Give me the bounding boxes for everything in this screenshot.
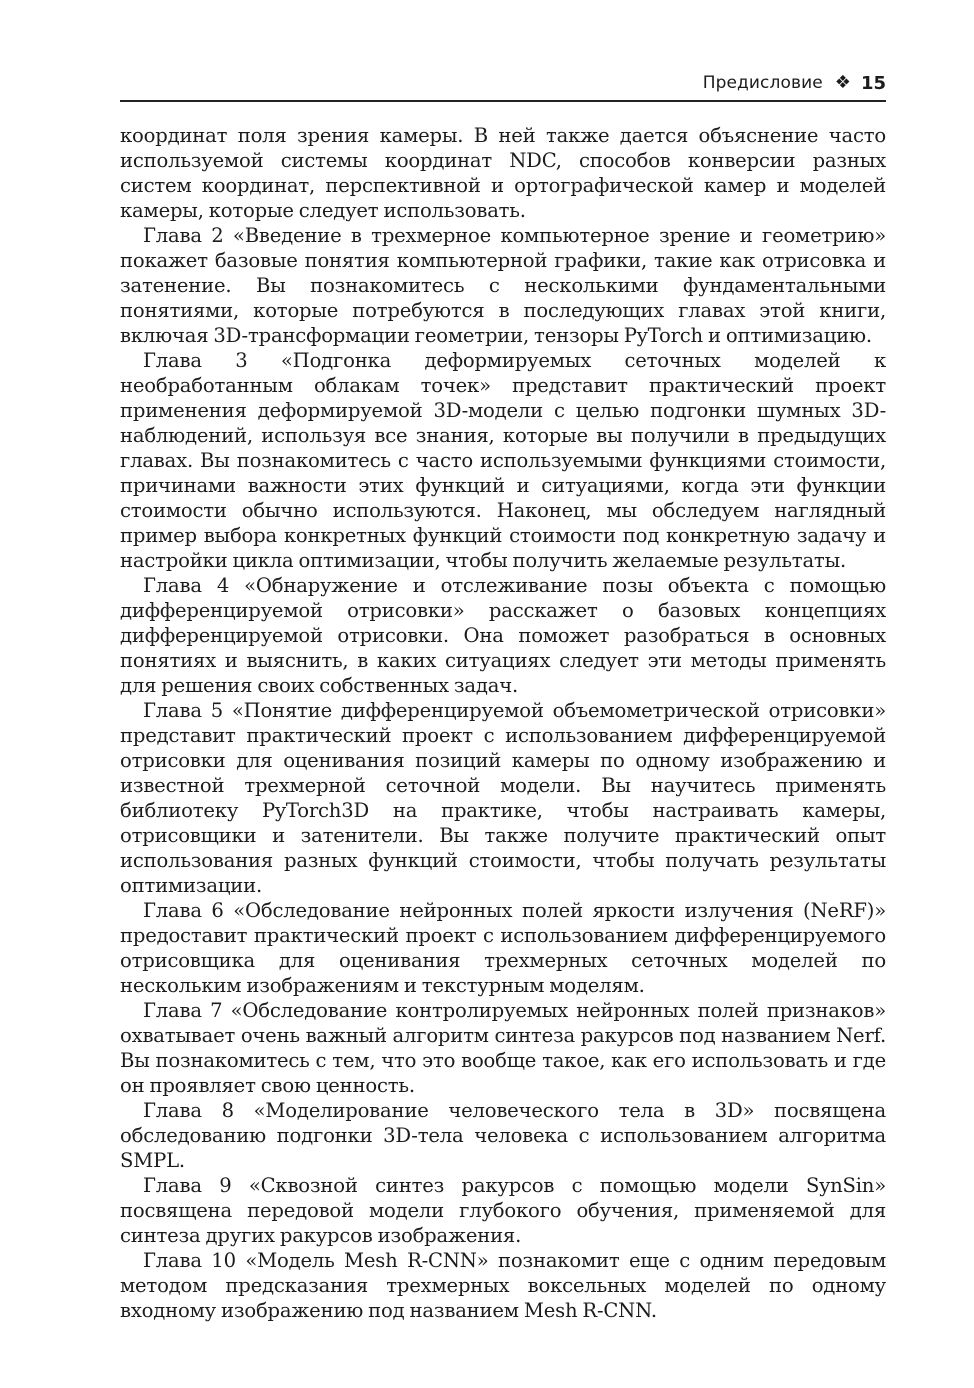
section-title: Предисловие [702, 73, 823, 93]
diamond-ornament-icon: ❖ [834, 72, 851, 93]
paragraph-continued: координат поля зрения камеры. В ней также дается объяснение часто используемой системы координат NDC, способов конверсии разных систем координат, перспективной и ортографической камер и моделей камеры, которые следует использовать. [120, 124, 886, 222]
paragraph-chapter-6: Глава 6 «Обследование нейронных полей яркости излучения (NeRF)» предоставит практический проект с использованием дифференцируемого отрисовщика для оценивания трехмерных сеточных моделей по нескольким изображениям и текстурным моделям. [120, 899, 886, 997]
paragraph-chapter-9: Глава 9 «Сквозной синтез ракурсов с помощью модели SynSin» посвящена передовой модели глубокого обучения, применяемой для синтеза других ракурсов изображения. [120, 1174, 886, 1247]
running-header [120, 66, 886, 102]
paragraph-chapter-5: Глава 5 «Понятие дифференцируемой объемометрической отрисовки» представит практический проект с использованием дифференцируемой отрисовки для оценивания позиций камеры по одному изображению и известной трехмерной сеточной модели. Вы научитесь применять библиотеку PyTorch3D на практике, чтобы настраивать камеры, отрисовщики и затенители. Вы также получите практический опыт использования разных функций стоимости, чтобы получать результаты оптимизации. [120, 699, 886, 897]
paragraph-chapter-3: Глава 3 «Подгонка деформируемых сеточных моделей к необработанным облакам точек» представит практический проект применения деформируемой 3D-модели с целью подгонки шумных 3D-наблюдений, используя все знания, которые вы получили в предыдущих главах. Вы познакомитесь с часто используемыми функциями стоимости, причинами важности этих функций и ситуациями, когда эти функции стоимости обычно используются. Наконец, мы обследуем наглядный пример выбора конкретных функций стоимости под конкретную задачу и настройки цикла оптимизации, чтобы получить желаемые результаты. [120, 349, 886, 572]
paragraph-chapter-10: Глава 10 «Модель Mesh R-CNN» познакомит еще с одним передовым методом предсказания трехмерных воксельных моделей по одному входному изображению под названием Mesh R-CNN. [120, 1249, 886, 1322]
paragraph-chapter-8: Глава 8 «Моделирование человеческого тела в 3D» посвящена обследованию подгонки 3D-тела человека с использованием алгоритма SMPL. [120, 1099, 886, 1172]
paragraph-chapter-7: Глава 7 «Обследование контролируемых нейронных полей признаков» охватывает очень важный алгоритм синтеза ракурсов под названием Nerf. Вы познакомитесь с тем, что это вообще такое, как его использовать и где он проявляет свою ценность. [120, 999, 886, 1097]
paragraph-chapter-4: Глава 4 «Обнаружение и отслеживание позы объекта с помощью дифференцируемой отрисовки» расскажет о базовых концепциях дифференцируемой отрисовки. Она поможет разобраться в основных понятиях и выяснить, в каких ситуациях следует эти методы применять для решения своих собственных задач. [120, 574, 886, 697]
paragraph-chapter-2: Глава 2 «Введение в трехмерное компьютерное зрение и геометрию» покажет базовые понятия компьютерной графики, такие как отрисовка и затенение. Вы познакомитесь с несколькими фундаментальными понятиями, которые потребуются в последующих главах этой книги, включая 3D-трансформации геометрии, тензоры PyTorch и оптимизацию. [120, 224, 886, 347]
body-text [120, 123, 886, 1323]
page-number: 15 [860, 72, 886, 94]
